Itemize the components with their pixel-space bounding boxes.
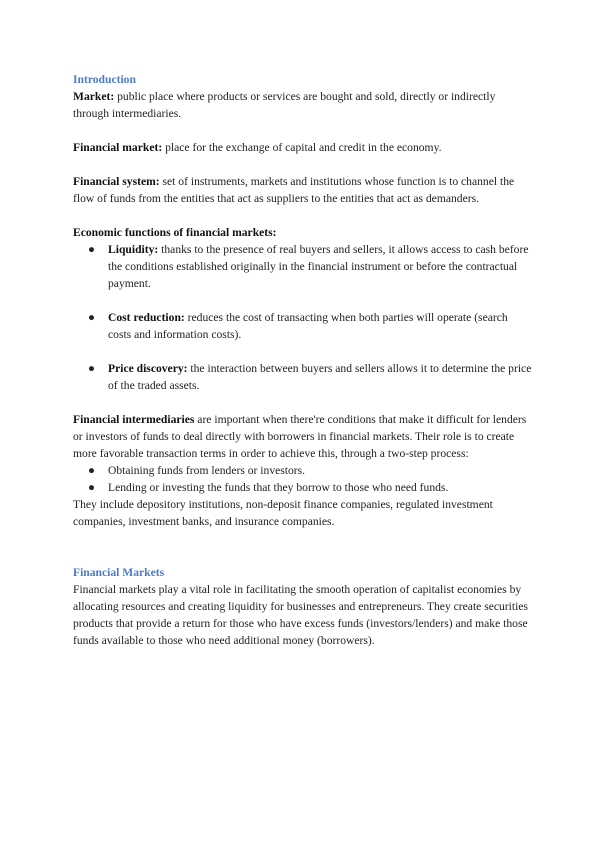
- financial-system-text: set of instruments, markets and institutions whose function is to channel the flow of funds from the entities that act as suppliers to the entities that act as demanders.: [73, 175, 515, 205]
- market-term: Market:: [73, 90, 115, 103]
- intermediaries-term: Financial intermediaries: [73, 413, 195, 426]
- financial-markets-text: Financial markets play a vital role in facilitating the smooth operation of capitalist economies by allocating resources and creating liquidity for businesses and entrepreneurs. They create securities products that provide a return for those who have excess funds (investors/lenders) and make those funds available to those who need additional money (borrowers).: [73, 583, 528, 647]
- financial-market-term: Financial market:: [73, 141, 163, 154]
- financial-market-definition: [73, 139, 533, 156]
- financial-market-text: place for the exchange of capital and credit in the economy.: [162, 141, 442, 154]
- steps-list: [73, 462, 533, 496]
- functions-list: [73, 241, 533, 394]
- list-item: ● Obtaining funds from lenders or investors.: [88, 464, 306, 477]
- intermediaries-paragraph: Financial intermediaries are important when there're conditions that make it difficult for lenders or investors of funds to deal directly with borrowers in financial markets. Their role is to create more favorable transaction terms in order to achieve this, through a two-step process:: [73, 413, 527, 460]
- list-item: ● Price discovery: the interaction between buyers and sellers allows it to determine the price of the traded assets.: [88, 362, 532, 392]
- list-item: ● Liquidity: thanks to the presence of real buyers and sellers, it allows access to cash before the conditions established originally in the financial instrument or before the contractual payment.: [88, 243, 529, 290]
- bullet-icon: ●: [88, 362, 96, 375]
- bullet-icon: ●: [88, 481, 96, 494]
- document-page: [73, 71, 533, 649]
- bullet-icon: ●: [88, 243, 96, 256]
- list-item: ● Lending or investing the funds that they borrow to those who need funds.: [88, 481, 449, 494]
- list-item: ● Cost reduction: reduces the cost of transacting when both parties will operate (search costs and information costs).: [88, 311, 508, 341]
- financial-system-definition: [73, 173, 533, 207]
- bullet-icon: ●: [88, 464, 96, 477]
- bullet-icon: ●: [88, 311, 96, 324]
- functions-heading: Economic functions of financial markets:: [73, 226, 277, 239]
- financial-system-term: Financial system:: [73, 175, 160, 188]
- market-text: public place where products or services are bought and sold, directly or indirectly through intermediaries.: [73, 90, 496, 120]
- introduction-heading: Introduction: [73, 73, 136, 86]
- financial-markets-heading: Financial Markets: [73, 566, 165, 579]
- intermediaries-closing: They include depository institutions, non-deposit finance companies, regulated investment companies, investment banks, and insurance companies.: [73, 498, 493, 528]
- market-definition: [73, 88, 533, 122]
